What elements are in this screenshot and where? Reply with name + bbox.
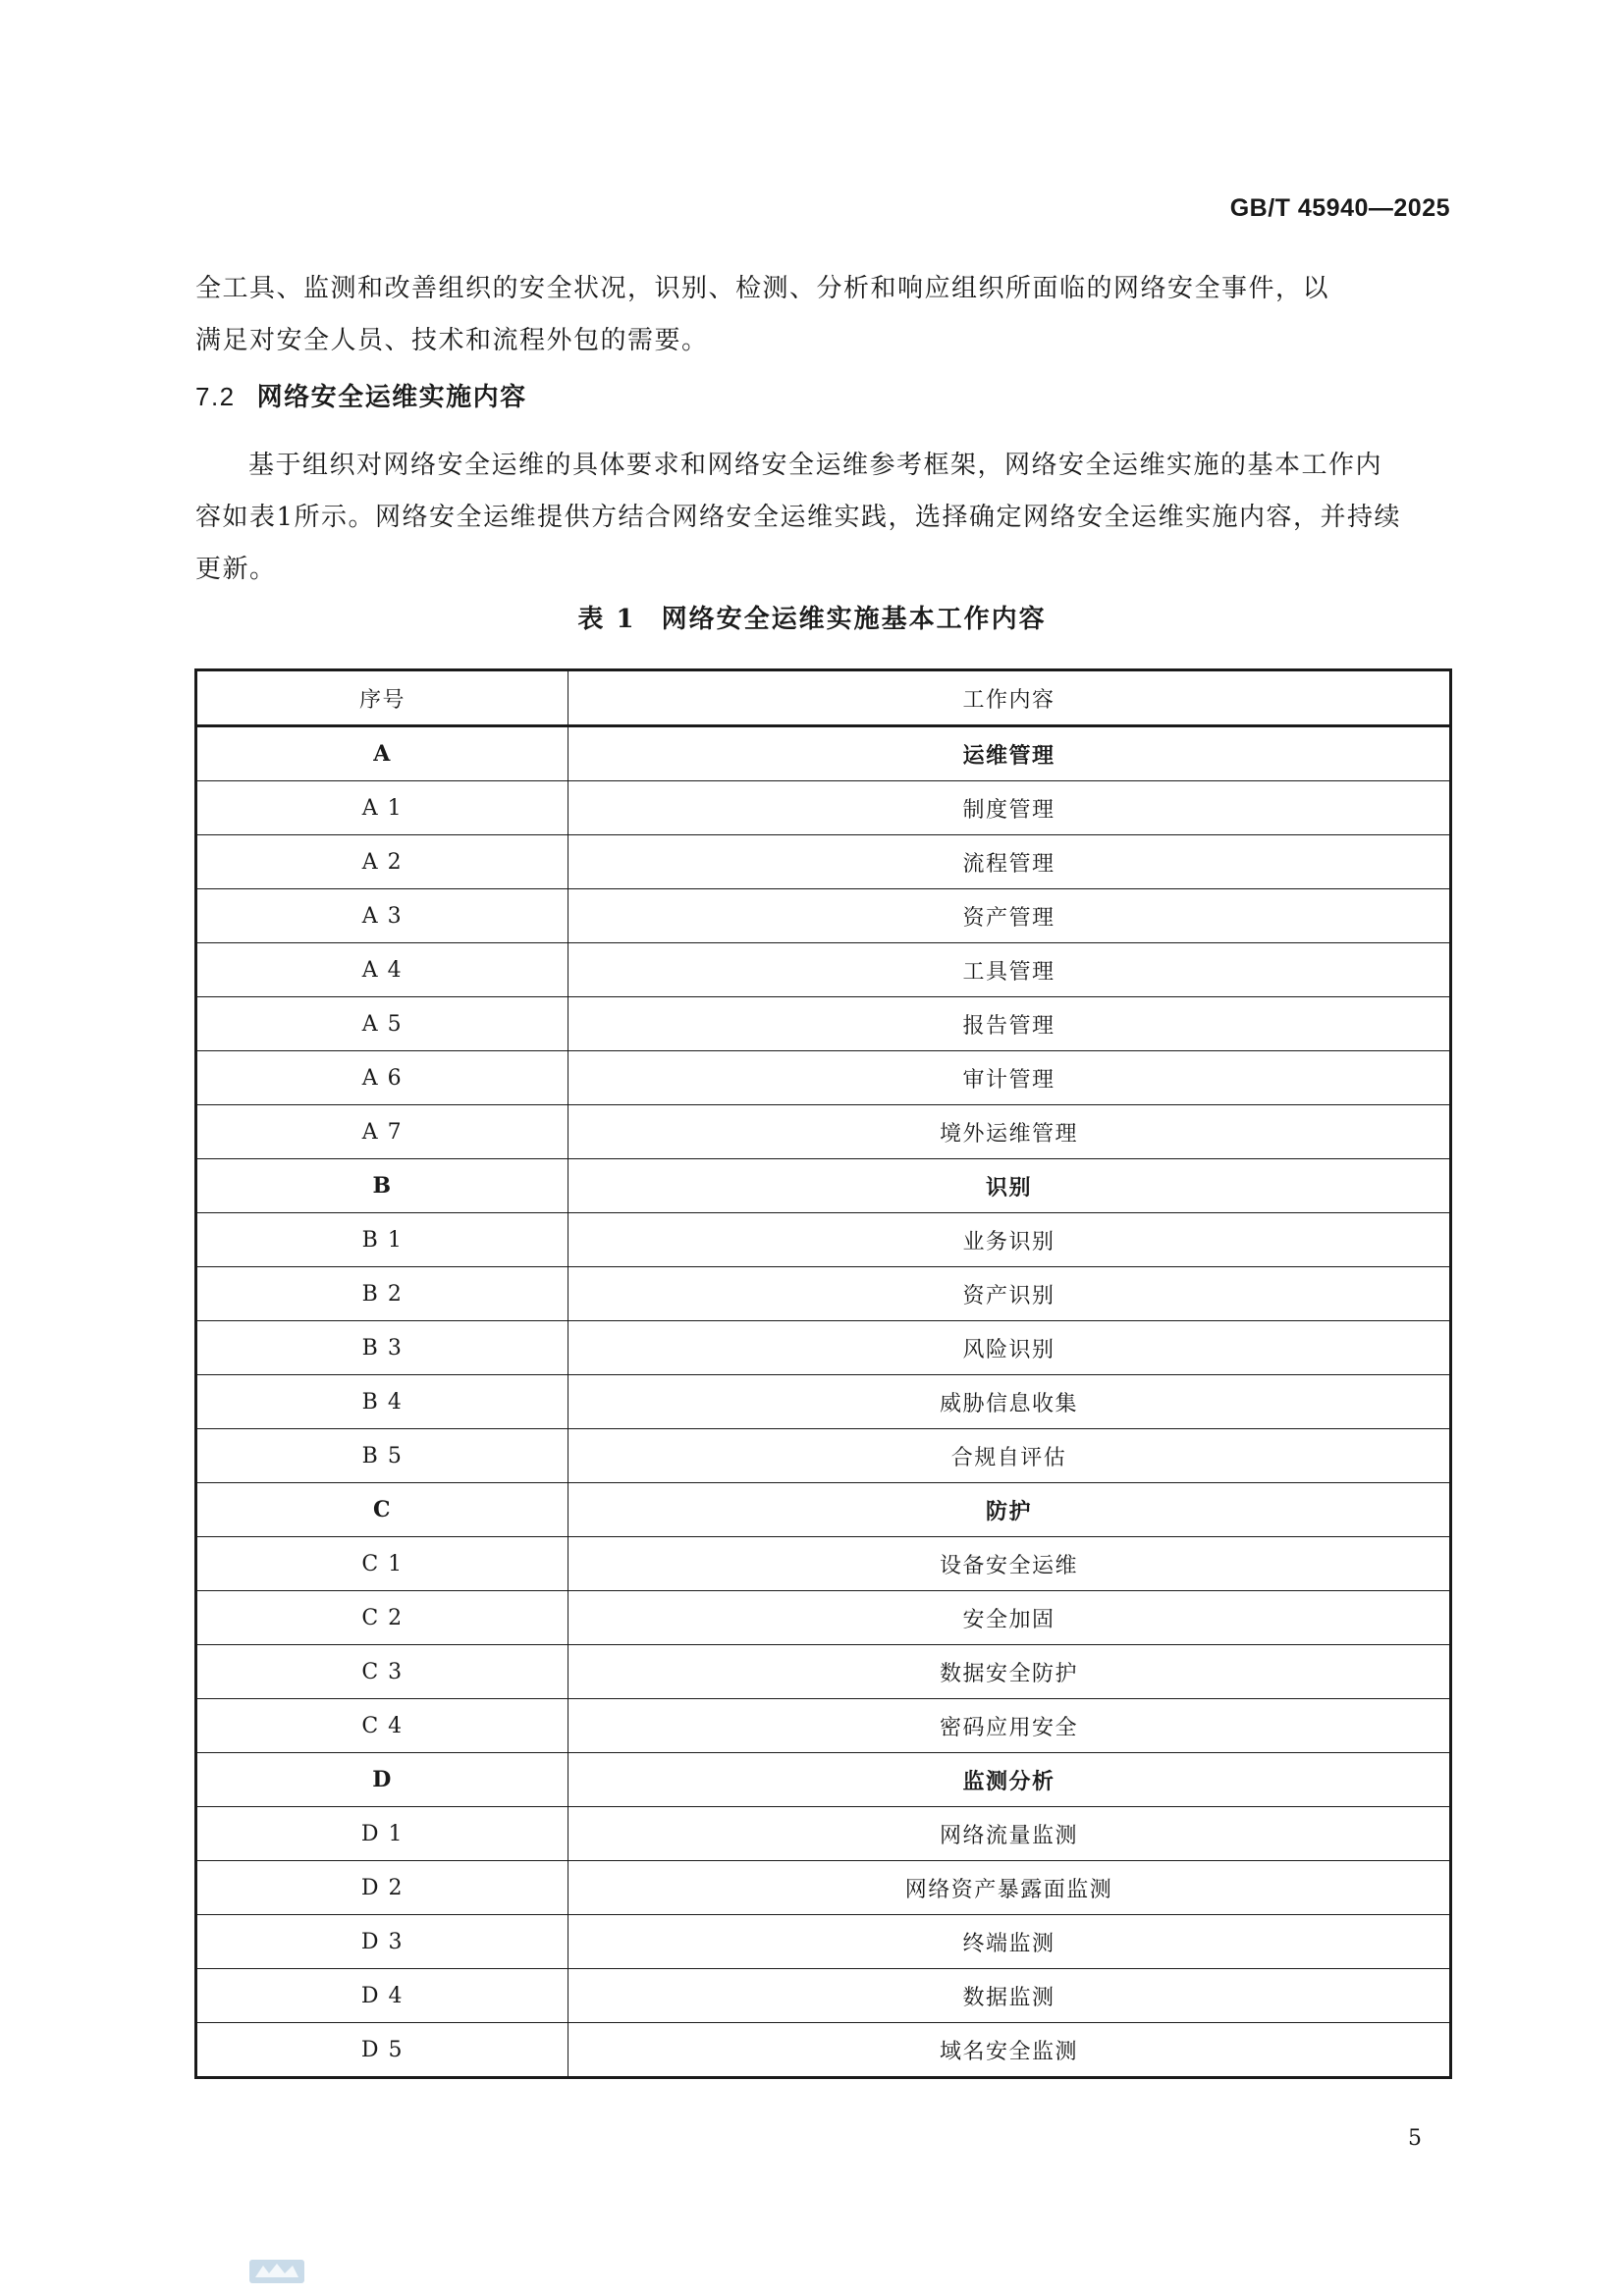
cell-content: 流程管理 (568, 835, 1451, 889)
sac-logo-icon (249, 2256, 304, 2285)
table-row (196, 835, 1451, 889)
table-row (196, 1375, 1451, 1429)
header-serial: 序号 (196, 670, 568, 726)
cell-serial: A 3 (196, 889, 568, 943)
cell-content: 数据安全防护 (568, 1645, 1451, 1699)
table-caption-title: 网络安全运维实施基本工作内容 (661, 605, 1047, 634)
table-group-row (196, 726, 1451, 781)
cell-serial: D (196, 1753, 568, 1807)
section-number: 7.2 (195, 382, 236, 411)
table-row (196, 1105, 1451, 1159)
table-group-row (196, 1753, 1451, 1807)
paragraph-line: 更新。 (195, 555, 277, 584)
cell-content: 识别 (568, 1159, 1451, 1213)
cell-content: 运维管理 (568, 726, 1451, 781)
cell-serial: D 2 (196, 1861, 568, 1915)
table-row (196, 1267, 1451, 1321)
table-row (196, 1429, 1451, 1483)
work-content-table (194, 668, 1452, 2079)
cell-serial: D 3 (196, 1915, 568, 1969)
cell-content: 域名安全监测 (568, 2023, 1451, 2078)
cell-content: 设备安全运维 (568, 1537, 1451, 1591)
table-row (196, 2023, 1451, 2078)
table-caption-number: 表 1 (577, 605, 636, 634)
cell-serial: D 1 (196, 1807, 568, 1861)
cell-serial: D 5 (196, 2023, 568, 2078)
cell-serial: B 4 (196, 1375, 568, 1429)
table-caption (0, 599, 1624, 635)
cell-serial: C (196, 1483, 568, 1537)
cell-serial: B 5 (196, 1429, 568, 1483)
paragraph-line: 满足对安全人员、技术和流程外包的需要。 (195, 326, 709, 355)
page-number: 5 (1408, 2126, 1422, 2151)
section-title: 网络安全运维实施内容 (256, 383, 527, 412)
cell-serial: A 1 (196, 781, 568, 835)
cell-content: 报告管理 (568, 997, 1451, 1051)
table-row (196, 781, 1451, 835)
cell-content: 业务识别 (568, 1213, 1451, 1267)
paragraph-line: 容如表1所示。网络安全运维提供方结合网络安全运维实践，选择确定网络安全运维实施内容，并持续 (195, 503, 1402, 532)
cell-content: 密码应用安全 (568, 1699, 1451, 1753)
cell-content: 资产识别 (568, 1267, 1451, 1321)
cell-serial: B 1 (196, 1213, 568, 1267)
cell-content: 威胁信息收集 (568, 1375, 1451, 1429)
cell-content: 制度管理 (568, 781, 1451, 835)
cell-serial: D 4 (196, 1969, 568, 2023)
table-row (196, 997, 1451, 1051)
table-row (196, 1915, 1451, 1969)
table-row (196, 1537, 1451, 1591)
table-group-row (196, 1483, 1451, 1537)
table-row (196, 1591, 1451, 1645)
section-heading (195, 377, 527, 413)
cell-serial: A (196, 726, 568, 781)
table-row (196, 1807, 1451, 1861)
cell-serial: C 1 (196, 1537, 568, 1591)
cell-content: 风险识别 (568, 1321, 1451, 1375)
paragraph-line: 基于组织对网络安全运维的具体要求和网络安全运维参考框架，网络安全运维实施的基本工作内 (248, 451, 1383, 480)
paragraph-intro (195, 440, 1452, 596)
table-row (196, 1969, 1451, 2023)
cell-content: 资产管理 (568, 889, 1451, 943)
cell-serial: C 4 (196, 1699, 568, 1753)
cell-content: 监测分析 (568, 1753, 1451, 1807)
table-row (196, 943, 1451, 997)
cell-serial: A 6 (196, 1051, 568, 1105)
table-row (196, 1051, 1451, 1105)
table-row (196, 1321, 1451, 1375)
cell-content: 安全加固 (568, 1591, 1451, 1645)
table-row (196, 1645, 1451, 1699)
cell-content: 防护 (568, 1483, 1451, 1537)
cell-serial: A 7 (196, 1105, 568, 1159)
cell-serial: A 2 (196, 835, 568, 889)
table-row (196, 889, 1451, 943)
header-content: 工作内容 (568, 670, 1451, 726)
cell-serial: A 5 (196, 997, 568, 1051)
cell-serial: A 4 (196, 943, 568, 997)
cell-content: 工具管理 (568, 943, 1451, 997)
cell-content: 数据监测 (568, 1969, 1451, 2023)
cell-serial: B (196, 1159, 568, 1213)
cell-content: 网络流量监测 (568, 1807, 1451, 1861)
table-row (196, 1213, 1451, 1267)
cell-content: 网络资产暴露面监测 (568, 1861, 1451, 1915)
table-row (196, 1699, 1451, 1753)
table-row (196, 1861, 1451, 1915)
cell-serial: B 3 (196, 1321, 568, 1375)
table-group-row (196, 1159, 1451, 1213)
cell-content: 终端监测 (568, 1915, 1451, 1969)
cell-serial: B 2 (196, 1267, 568, 1321)
paragraph-continuation (195, 263, 1452, 367)
table-header-row (196, 670, 1451, 726)
cell-content: 合规自评估 (568, 1429, 1451, 1483)
paragraph-line: 全工具、监测和改善组织的安全状况，识别、检测、分析和响应组织所面临的网络安全事件，以 (195, 274, 1330, 303)
cell-content: 审计管理 (568, 1051, 1451, 1105)
cell-content: 境外运维管理 (568, 1105, 1451, 1159)
cell-serial: C 3 (196, 1645, 568, 1699)
standard-code: GB/T 45940—2025 (1229, 194, 1450, 222)
cell-serial: C 2 (196, 1591, 568, 1645)
